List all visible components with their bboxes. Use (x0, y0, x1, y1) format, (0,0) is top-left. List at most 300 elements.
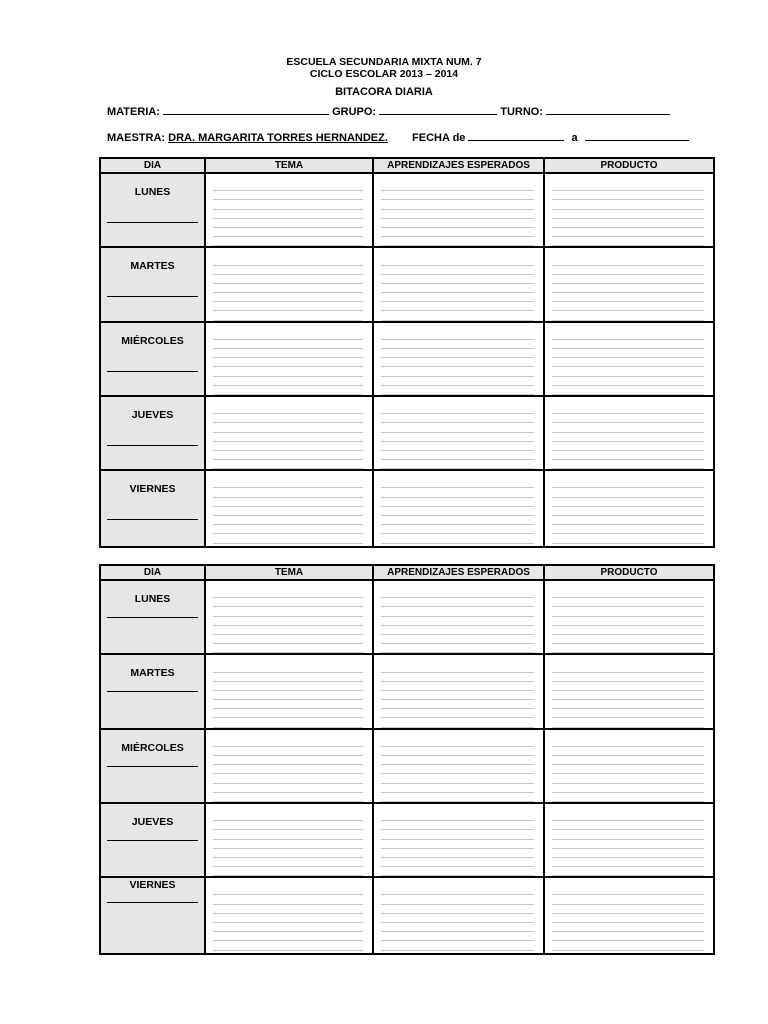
writing-guide-lines (213, 182, 363, 246)
guide-line (552, 895, 704, 904)
producto-cell[interactable] (544, 470, 714, 547)
guide-line (213, 663, 363, 672)
guide-line (213, 849, 363, 858)
writing-guide-lines (213, 479, 363, 543)
writing-guide-lines (381, 886, 534, 950)
writing-guide-lines (213, 738, 363, 802)
guide-line (213, 414, 363, 423)
column-header-dia: DIA (100, 565, 205, 580)
producto-cell[interactable] (544, 877, 714, 954)
day-cell (100, 173, 205, 247)
guide-line (381, 191, 534, 200)
guide-line (381, 673, 534, 682)
guide-line (552, 182, 704, 191)
guide-line (381, 293, 534, 302)
writing-guide-lines (381, 589, 534, 653)
guide-line (213, 923, 363, 932)
aprendizajes-cell[interactable] (373, 654, 544, 728)
producto-cell[interactable] (544, 173, 714, 247)
grupo-label: GRUPO: (332, 106, 377, 118)
guide-line (552, 507, 704, 516)
guide-line (552, 498, 704, 507)
guide-line (381, 663, 534, 672)
guide-line (552, 349, 704, 358)
guide-line (381, 525, 534, 534)
day-cell (100, 470, 205, 547)
guide-line (381, 895, 534, 904)
column-header-aprendizajes: APRENDIZAJES ESPERADOS (373, 158, 544, 173)
guide-line (552, 793, 704, 802)
table-row (100, 803, 714, 877)
guide-line (381, 200, 534, 209)
guide-line (552, 840, 704, 849)
guide-line (552, 386, 704, 395)
guide-line (552, 718, 704, 727)
guide-line (213, 479, 363, 488)
guide-line (381, 516, 534, 525)
guide-line (213, 228, 363, 237)
guide-line (381, 507, 534, 516)
page-title: BITACORA DIARIA (335, 86, 433, 98)
writing-guide-lines (381, 738, 534, 802)
guide-line (552, 311, 704, 320)
guide-line (381, 691, 534, 700)
guide-line (552, 275, 704, 284)
guide-line (213, 914, 363, 923)
guide-line (552, 331, 704, 340)
table-row (100, 580, 714, 654)
guide-line (381, 423, 534, 432)
writing-guide-lines (213, 331, 363, 395)
guide-line (213, 275, 363, 284)
guide-line (213, 747, 363, 756)
day-label: VIERNES (129, 879, 176, 892)
guide-line (213, 516, 363, 525)
guide-line (213, 644, 363, 653)
guide-line (213, 589, 363, 598)
guide-line (213, 293, 363, 302)
day-date-field[interactable] (107, 766, 198, 767)
day-date-field[interactable] (107, 617, 198, 618)
writing-guide-lines (552, 182, 704, 246)
maestra-row (107, 130, 689, 144)
day-cell (100, 803, 205, 877)
tema-cell[interactable] (205, 396, 373, 470)
guide-line (213, 932, 363, 941)
guide-line (552, 525, 704, 534)
aprendizajes-cell[interactable] (373, 322, 544, 396)
guide-line (552, 302, 704, 311)
guide-line (552, 644, 704, 653)
tema-cell[interactable] (205, 877, 373, 954)
producto-cell[interactable] (544, 247, 714, 321)
fecha-desde-field[interactable] (468, 130, 564, 141)
guide-line (552, 747, 704, 756)
guide-line (552, 663, 704, 672)
producto-cell[interactable] (544, 654, 714, 728)
guide-line (213, 840, 363, 849)
column-header-producto: PRODUCTO (544, 158, 714, 173)
guide-line (213, 340, 363, 349)
writing-guide-lines (213, 886, 363, 950)
producto-cell[interactable] (544, 803, 714, 877)
aprendizajes-cell[interactable] (373, 580, 544, 654)
column-header-aprendizajes: APRENDIZAJES ESPERADOS (373, 565, 544, 580)
writing-guide-lines (381, 663, 534, 727)
day-date-field[interactable] (107, 840, 198, 841)
guide-line (552, 784, 704, 793)
guide-line (552, 765, 704, 774)
guide-line (552, 691, 704, 700)
guide-line (552, 423, 704, 432)
guide-line (552, 607, 704, 616)
guide-line (552, 709, 704, 718)
day-date-field[interactable] (107, 371, 198, 372)
day-date-field[interactable] (107, 519, 198, 520)
turno-field[interactable] (546, 104, 670, 115)
guide-line (213, 867, 363, 876)
guide-line (552, 433, 704, 442)
day-label: LUNES (134, 593, 171, 605)
guide-line (381, 718, 534, 727)
producto-cell[interactable] (544, 580, 714, 654)
guide-line (213, 367, 363, 376)
guide-line (381, 498, 534, 507)
tema-cell[interactable] (205, 470, 373, 547)
day-date-field[interactable] (107, 445, 198, 446)
guide-line (213, 386, 363, 395)
guide-line (381, 821, 534, 830)
guide-line (552, 700, 704, 709)
guide-line (381, 840, 534, 849)
table-row (100, 322, 714, 396)
guide-line (213, 673, 363, 682)
guide-line (213, 682, 363, 691)
guide-line (213, 442, 363, 451)
guide-line (213, 237, 363, 246)
guide-line (213, 830, 363, 839)
guide-line (213, 774, 363, 783)
writing-guide-lines (381, 182, 534, 246)
guide-line (381, 626, 534, 635)
tema-cell[interactable] (205, 247, 373, 321)
guide-line (213, 210, 363, 219)
guide-line (552, 442, 704, 451)
guide-line (381, 433, 534, 442)
day-date-field[interactable] (107, 902, 198, 903)
day-date-field[interactable] (107, 222, 198, 223)
day-label: MARTES (130, 667, 175, 680)
writing-guide-lines (381, 812, 534, 876)
aprendizajes-cell[interactable] (373, 729, 544, 803)
guide-line (552, 237, 704, 246)
tema-cell[interactable] (205, 654, 373, 728)
guide-line (381, 302, 534, 311)
writing-guide-lines (381, 405, 534, 469)
guide-line (213, 191, 363, 200)
aprendizajes-cell[interactable] (373, 173, 544, 247)
writing-guide-lines (552, 479, 704, 543)
guide-line (381, 774, 534, 783)
guide-line (552, 914, 704, 923)
guide-line (552, 479, 704, 488)
guide-line (213, 709, 363, 718)
table-row (100, 729, 714, 803)
aprendizajes-cell[interactable] (373, 877, 544, 954)
guide-line (213, 498, 363, 507)
writing-guide-lines (552, 256, 704, 320)
guide-line (381, 228, 534, 237)
guide-line (381, 923, 534, 932)
writing-guide-lines (213, 405, 363, 469)
aprendizajes-cell[interactable] (373, 470, 544, 547)
guide-line (381, 756, 534, 765)
producto-cell[interactable] (544, 396, 714, 470)
guide-line (552, 405, 704, 414)
tema-cell[interactable] (205, 729, 373, 803)
guide-line (213, 765, 363, 774)
guide-line (552, 635, 704, 644)
guide-line (381, 886, 534, 895)
guide-line (381, 266, 534, 275)
weekly-table-2 (99, 564, 715, 955)
guide-line (381, 793, 534, 802)
aprendizajes-cell[interactable] (373, 396, 544, 470)
guide-line (381, 784, 534, 793)
guide-line (552, 219, 704, 228)
guide-line (381, 812, 534, 821)
guide-line (552, 414, 704, 423)
guide-line (381, 635, 534, 644)
guide-line (381, 349, 534, 358)
writing-guide-lines (213, 256, 363, 320)
guide-line (213, 895, 363, 904)
materia-label: MATERIA: (107, 106, 160, 118)
guide-line (213, 718, 363, 727)
writing-guide-lines (381, 331, 534, 395)
guide-line (552, 256, 704, 265)
day-date-field[interactable] (107, 691, 198, 692)
guide-line (213, 738, 363, 747)
guide-line (381, 617, 534, 626)
school-name: ESCUELA SECUNDARIA MIXTA NUM. 7 (286, 56, 482, 68)
turno-label: TURNO: (500, 106, 543, 118)
guide-line (552, 774, 704, 783)
day-cell (100, 322, 205, 396)
day-cell (100, 729, 205, 803)
column-header-producto: PRODUCTO (544, 565, 714, 580)
aprendizajes-cell[interactable] (373, 247, 544, 321)
producto-cell[interactable] (544, 729, 714, 803)
guide-line (552, 738, 704, 747)
day-label: MIÉRCOLES (121, 334, 184, 347)
writing-guide-lines (552, 738, 704, 802)
guide-line (381, 598, 534, 607)
guide-line (381, 367, 534, 376)
guide-line (552, 228, 704, 237)
guide-line (213, 941, 363, 950)
guide-line (552, 598, 704, 607)
guide-line (381, 488, 534, 497)
guide-line (381, 284, 534, 293)
guide-line (381, 932, 534, 941)
tema-cell[interactable] (205, 322, 373, 396)
guide-line (381, 386, 534, 395)
guide-line (552, 682, 704, 691)
guide-line (213, 525, 363, 534)
table-row (100, 470, 714, 547)
guide-line (381, 709, 534, 718)
day-label: MIÉRCOLES (121, 741, 184, 754)
guide-line (213, 219, 363, 228)
fecha-label: FECHA de (412, 132, 466, 144)
guide-line (552, 941, 704, 950)
guide-line (381, 644, 534, 653)
guide-line (381, 682, 534, 691)
guide-line (552, 756, 704, 765)
guide-line (213, 331, 363, 340)
guide-line (552, 626, 704, 635)
guide-line (552, 200, 704, 209)
guide-line (552, 867, 704, 876)
guide-line (381, 867, 534, 876)
guide-line (213, 607, 363, 616)
guide-line (213, 598, 363, 607)
day-cell (100, 247, 205, 321)
guide-line (552, 460, 704, 469)
guide-line (552, 886, 704, 895)
guide-line (552, 905, 704, 914)
guide-line (381, 534, 534, 543)
column-header-tema: TEMA (205, 565, 373, 580)
guide-line (381, 830, 534, 839)
tema-cell[interactable] (205, 580, 373, 654)
guide-line (213, 302, 363, 311)
producto-cell[interactable] (544, 322, 714, 396)
guide-line (381, 340, 534, 349)
guide-line (552, 849, 704, 858)
maestra-value: DRA. MARGARITA TORRES HERNANDEZ. (168, 132, 388, 144)
guide-line (213, 433, 363, 442)
fecha-hasta-field[interactable] (585, 130, 689, 141)
guide-line (552, 673, 704, 682)
guide-line (213, 691, 363, 700)
guide-line (213, 377, 363, 386)
aprendizajes-cell[interactable] (373, 803, 544, 877)
materia-field[interactable] (163, 104, 329, 115)
guide-line (381, 256, 534, 265)
guide-line (213, 460, 363, 469)
guide-line (213, 886, 363, 895)
guide-line (213, 905, 363, 914)
guide-line (213, 507, 363, 516)
writing-guide-lines (213, 663, 363, 727)
tema-cell[interactable] (205, 173, 373, 247)
guide-line (552, 191, 704, 200)
guide-line (552, 451, 704, 460)
guide-line (213, 349, 363, 358)
guide-line (552, 812, 704, 821)
guide-line (381, 858, 534, 867)
guide-line (213, 626, 363, 635)
day-cell (100, 396, 205, 470)
guide-line (381, 589, 534, 598)
guide-line (552, 340, 704, 349)
guide-line (381, 414, 534, 423)
guide-line (213, 182, 363, 191)
guide-line (381, 607, 534, 616)
guide-line (381, 765, 534, 774)
guide-line (552, 210, 704, 219)
guide-line (381, 849, 534, 858)
guide-line (381, 237, 534, 246)
guide-line (381, 941, 534, 950)
day-label: LUNES (134, 186, 171, 198)
writing-guide-lines (552, 589, 704, 653)
guide-line (552, 488, 704, 497)
guide-line (213, 812, 363, 821)
guide-line (552, 830, 704, 839)
guide-line (552, 284, 704, 293)
guide-line (381, 747, 534, 756)
writing-guide-lines (552, 886, 704, 950)
table-row (100, 877, 714, 954)
guide-line (213, 858, 363, 867)
guide-line (552, 617, 704, 626)
guide-line (381, 275, 534, 284)
guide-line (381, 311, 534, 320)
guide-line (552, 858, 704, 867)
grupo-field[interactable] (379, 104, 497, 115)
guide-line (213, 256, 363, 265)
guide-line (213, 821, 363, 830)
guide-line (213, 200, 363, 209)
guide-line (213, 756, 363, 765)
guide-line (381, 358, 534, 367)
day-label: MARTES (130, 260, 175, 273)
day-date-field[interactable] (107, 296, 198, 297)
guide-line (213, 488, 363, 497)
day-label: JUEVES (131, 815, 174, 828)
writing-guide-lines (213, 589, 363, 653)
guide-line (381, 377, 534, 386)
guide-line (381, 914, 534, 923)
day-cell (100, 877, 205, 954)
column-header-dia: DIA (100, 158, 205, 173)
tema-cell[interactable] (205, 803, 373, 877)
guide-line (213, 635, 363, 644)
guide-line (213, 793, 363, 802)
guide-line (552, 293, 704, 302)
guide-line (552, 923, 704, 932)
guide-line (381, 700, 534, 709)
day-label: JUEVES (131, 408, 174, 421)
guide-line (381, 442, 534, 451)
guide-line (552, 266, 704, 275)
guide-line (381, 210, 534, 219)
guide-line (213, 358, 363, 367)
writing-guide-lines (213, 812, 363, 876)
materia-row (107, 104, 670, 118)
guide-line (381, 331, 534, 340)
guide-line (213, 311, 363, 320)
guide-line (552, 534, 704, 543)
writing-guide-lines (381, 256, 534, 320)
guide-line (213, 534, 363, 543)
guide-line (552, 821, 704, 830)
guide-line (381, 738, 534, 747)
writing-guide-lines (381, 479, 534, 543)
